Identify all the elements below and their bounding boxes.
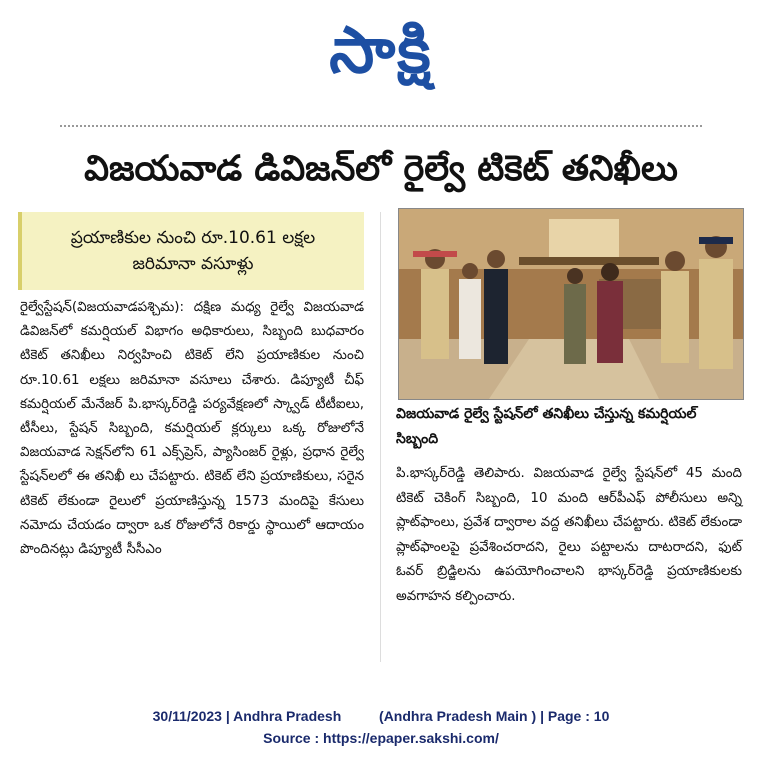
footer-source: Source : https://epaper.sakshi.com/ — [263, 730, 499, 746]
article-photo — [398, 208, 744, 400]
column-divider — [380, 212, 381, 662]
masthead-logo: సాక్షి — [329, 14, 433, 88]
footer-date: 30/11/2023 — [152, 708, 222, 724]
article-subhead — [18, 212, 364, 290]
photo-caption: విజయవాడ రైల్వే స్టేషన్‌లో తనిఖీలు చేస్తున్న కమర్షియల్ సిబ్బంది — [396, 406, 697, 447]
railway-platform-photo — [399, 209, 743, 399]
masthead-divider — [60, 125, 702, 133]
article-body-right-column — [396, 462, 742, 610]
subhead-line-2: జరిమానా వసూళ్లు — [132, 254, 254, 274]
footer-page: Page : 10 — [547, 708, 610, 724]
footer-region: Andhra Pradesh — [233, 708, 342, 724]
footer-edition: (Andhra Pradesh Main ) — [379, 708, 537, 724]
article-paragraph-right: పి.భాస్కర్‌రెడ్డి తెలిపారు. విజయవాడ రైల్వే స్టేషన్‌లో 45 మంది టికెట్ చెకింగ్ సిబ్బంది, 10 మంది ఆర్‌పీఎఫ్ పోలీసులు అన్ని ప్లాట్‌ఫాంలు, ప్రవేశ ద్వారాల వద్ద తనిఖీలు చేపట్టారు. టికెట్ లేకుండా ప్లాట్‌ఫాంలపై ప్రవేశించరాదని, రైలు పట్టాలను దాటరాదని, ఫుట్ ఓవర్ బ్రిడ్జిలను ఉపయోగించాలని భాస్కర్‌రెడ్డి ప్రయాణికులకు అవగాహన కల్పించారు. — [396, 466, 742, 604]
subhead-line-1: ప్రయాణికుల నుంచి రూ.10.61 లక్షల — [70, 228, 316, 248]
article-paragraph-left: రైల్వేస్టేషన్(విజయవాడపశ్చిమ): దక్షిణ మధ్య రైల్వే విజయవాడ డివిజన్‌లో కమర్షియల్ విభాగం అధికారులు, సిబ్బంది బుధవారం టికెట్ తనిఖీలు నిర్వహించి టికెట్ లేని ప్రయాణికుల నుంచి రూ.10.61 లక్షలు జరిమానా వసూలు చేశారు. డిప్యూటీ చీఫ్ కమర్షియల్ మేనేజర్ పి.భాస్కర్‌రెడ్డి పర్యవేక్షణలో స్క్వాడ్ టీటీఐలు, టీసీలు, స్టేషన్ సిబ్బంది, కమర్షియల్ క్లర్కులు ఒక్క రోజులోనే విజయవాడ సెక్షన్‌లోని 61 ఎక్స్‌ప్రెస్, ప్యాసింజర్ రైళ్లు, ప్రధాన రైల్వే స్టేషన్‌లలో ఈ తనిఖీ లు చేపట్టారు. టికెట్ లేని ప్రయాణికులు, సరైన టికెట్ లేకుండా రైలులో ప్రయాణిస్తున్న 1573 మందిపై కేసులు నమోదు చేయడం ద్వారా ఒక రోజులోనే రికార్డు స్థాయిలో ఆదాయం పొందినట్లు డిప్యూటీ సీసీఎం — [20, 300, 364, 558]
article-headline: విజయవాడ డివిజన్‌లో రైల్వే టికెట్ తనిఖీలు — [84, 149, 678, 189]
footer-publication-info: 30/11/2023 | Andhra Pradesh (Andhra Pradesh Main ) | Page : 10 — [152, 708, 610, 724]
article-body-left-column — [20, 296, 364, 562]
